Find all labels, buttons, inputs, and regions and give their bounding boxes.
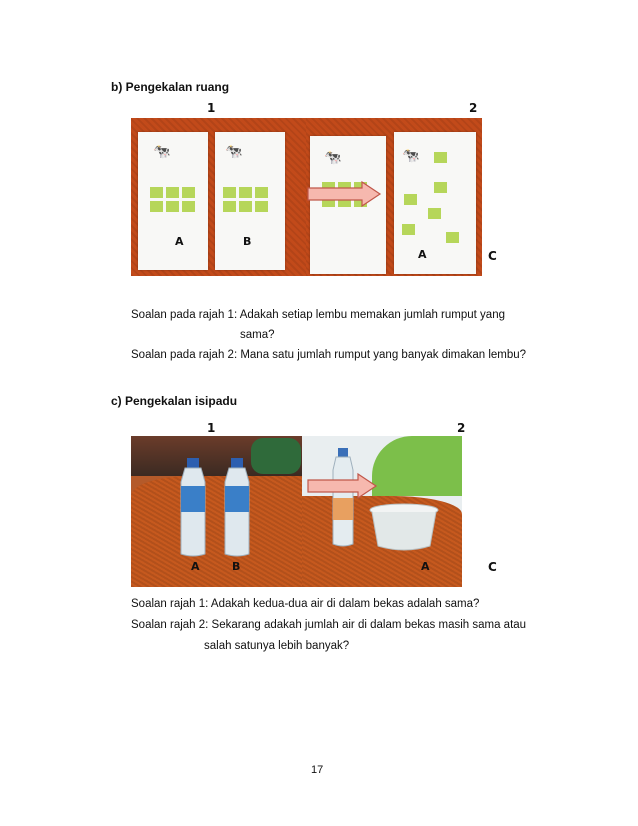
- photo-label-a-2: A: [421, 560, 430, 573]
- card-a: [138, 132, 208, 270]
- photo-label-b: B: [232, 560, 241, 573]
- cow-icon: 🐄: [324, 150, 342, 166]
- question-2: Soalan pada rajah 2: Mana satu jumlah rumput yang banyak dimakan lembu?: [131, 349, 527, 361]
- card-b: [215, 132, 285, 270]
- cow-icon: 🐄: [402, 148, 420, 164]
- label-c: C: [488, 249, 497, 263]
- photo-bottles-1: [131, 436, 302, 587]
- photo-label-b: B: [243, 235, 252, 248]
- cow-icon: 🐄: [225, 144, 243, 160]
- page-number: 17: [311, 764, 324, 776]
- section-c-heading: c) Pengekalan isipadu: [111, 394, 238, 408]
- cow-icon: 🐄: [153, 144, 171, 160]
- container-c-icon: [368, 502, 440, 552]
- photo-cow-grass-2: [306, 118, 482, 276]
- figure-2-label: 2: [469, 101, 478, 115]
- section-b-heading: b) Pengekalan ruang: [111, 80, 230, 94]
- figure-2-label: 2: [457, 421, 466, 435]
- photo-label-a: A: [175, 235, 184, 248]
- question-1: Soalan rajah 1: Adakah kedua-dua air di dalam bekas adalah sama?: [131, 598, 480, 610]
- arrow-right-icon: [306, 472, 378, 500]
- question-2-line-2: salah satunya lebih banyak?: [204, 640, 350, 652]
- question-1-line-2: sama?: [240, 329, 275, 341]
- figure-1-label: 1: [207, 421, 216, 435]
- bottle-b-icon: [217, 458, 257, 558]
- question-2-line-1: Soalan rajah 2: Sekarang adakah jumlah air di dalam bekas masih sama atau: [131, 619, 527, 631]
- photo-label-a-2: A: [418, 248, 427, 261]
- arrow-right-icon: [306, 180, 382, 208]
- photo-cow-grass-1: [131, 118, 306, 276]
- card-b-2: [394, 132, 476, 274]
- question-1-line-1: Soalan pada rajah 1: Adakah setiap lembu memakan jumlah rumput yang: [131, 309, 505, 321]
- figure-1-label: 1: [207, 101, 216, 115]
- bottle-a-icon: [173, 458, 213, 558]
- label-c: C: [488, 560, 497, 574]
- photo-bottles-2: [302, 436, 462, 587]
- photo-label-a: A: [191, 560, 200, 573]
